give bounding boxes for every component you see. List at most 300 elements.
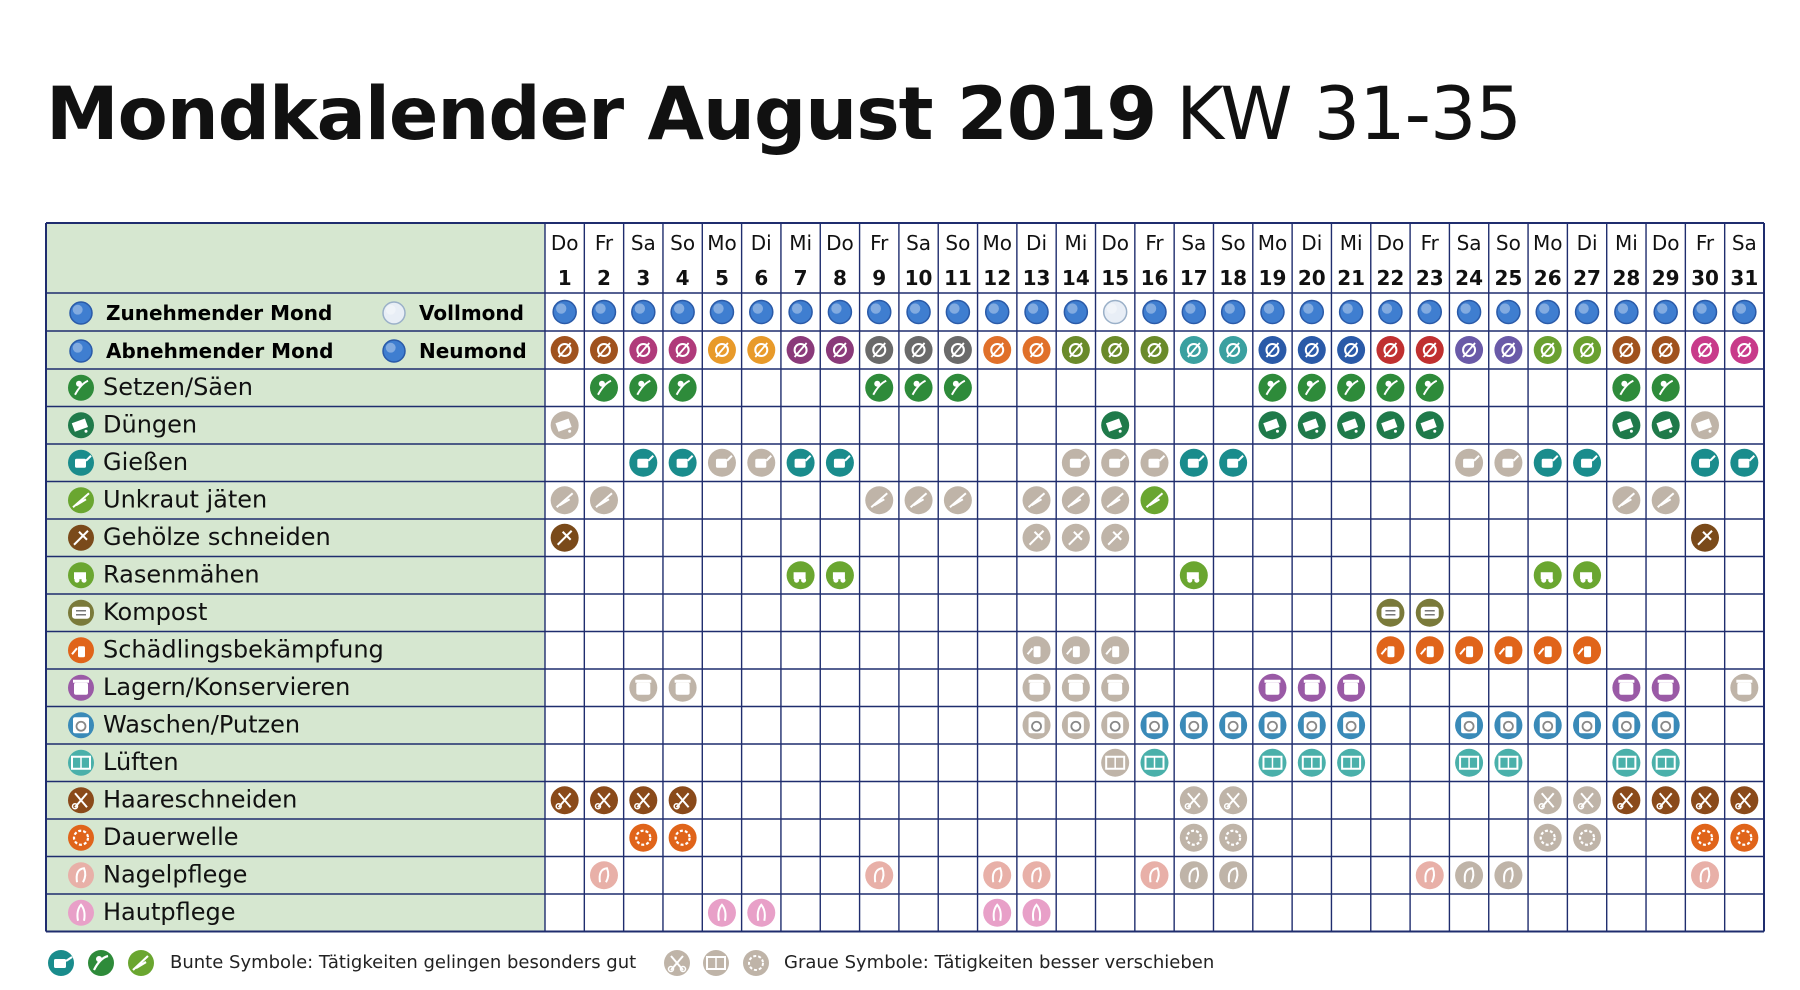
activity-label: Haareschneiden [103,785,298,814]
moon-label-new: Neumond [419,339,527,363]
good-sprout-icon [590,374,618,402]
activity-label: Rasenmähen [103,560,260,589]
grey-weeding-icon [1652,486,1680,514]
good-window-icon [1652,749,1680,777]
good-sprout-icon [1298,374,1326,402]
good-sprout-icon [1612,374,1640,402]
activity-label: Waschen/Putzen [103,710,301,739]
grey-watering-can-icon [1101,449,1129,477]
leo-icon [590,336,618,364]
grey-scissors-icon [1180,786,1208,814]
cancer-icon [1573,336,1601,364]
moon-phase-new-icon [1694,301,1717,324]
grey-pruning-shears-icon [1023,524,1051,552]
activity-label: Lüften [103,747,179,776]
good-fertilizer-icon [1416,411,1444,439]
day-number: 4 [675,266,690,290]
capricorn-icon [1062,336,1090,364]
good-spray-icon [1455,636,1483,664]
grey-curl-icon [1573,824,1601,852]
capricorn-icon [1101,336,1129,364]
weekday-label: Do [1651,231,1680,255]
grey-weeding-icon [1062,486,1090,514]
activity-row-lagern [68,673,1758,702]
moon-phase-waning-icon [1497,301,1520,324]
activity-label: Nagelpflege [103,860,248,889]
moon-phase-waxing-icon [750,301,773,324]
grey-weeding-icon [590,486,618,514]
good-fertilizer-icon [1612,411,1640,439]
grey-nail-icon [1180,861,1208,889]
grey-watering-can-icon [708,449,736,477]
moon-phase-waxing-icon [868,301,891,324]
moon-phase-waxing-icon [986,301,1009,324]
moon-phase-waxing-icon [1733,301,1756,324]
pruning-shears-icon [68,525,94,551]
moon-phase-waning-icon [1536,301,1559,324]
moon-phase-waning-icon [1261,301,1284,324]
grey-jar-icon [629,674,657,702]
moon-phase-waxing-icon [946,301,969,324]
moon-phase-waning-icon [1143,301,1166,324]
day-number: 19 [1258,266,1287,290]
good-spray-icon [1573,636,1601,664]
good-fertilizer-icon [1298,411,1326,439]
weekday-label: Sa [906,231,932,255]
grey-curl-icon [1219,824,1247,852]
good-weeding-icon [1141,486,1169,514]
good-nail-icon [1691,861,1719,889]
lawnmower-icon [68,562,94,588]
good-skin-icon [747,899,775,927]
sagittarius-icon [905,336,933,364]
good-skin-icon [708,899,736,927]
good-spray-icon [1494,636,1522,664]
moon-phase-waning-icon [1340,301,1363,324]
sagittarius-icon [944,336,972,364]
day-number: 17 [1179,266,1208,290]
activity-label: Hautpflege [103,897,236,926]
grey-washing-machine-icon [1101,711,1129,739]
good-nail-icon [865,861,893,889]
weekday-label: Fr [870,231,889,255]
activity-label: Gießen [103,447,189,476]
grey-jar-icon [1062,674,1090,702]
good-fertilizer-icon [1258,411,1286,439]
weekday-label: Di [1026,231,1048,255]
good-spray-icon [1416,636,1444,664]
good-watering-can-icon [1534,449,1562,477]
compost-icon [68,600,94,626]
good-pruning-shears-icon [551,524,579,552]
good-fertilizer-icon [1376,411,1404,439]
moon-phase-waxing-icon [671,301,694,324]
spray-icon [68,637,94,663]
good-nail-icon [590,861,618,889]
good-compost-icon [1416,599,1444,627]
moon-phase-waning-icon [1576,301,1599,324]
good-watering-can-icon [629,449,657,477]
capricorn-icon [983,336,1011,364]
day-number: 15 [1101,266,1130,290]
grey-window-icon [1101,749,1129,777]
weekday-label: Mo [1257,231,1288,255]
good-curl-icon [1691,824,1719,852]
grey-fertilizer-icon [551,411,579,439]
activity-row-haut [68,898,1051,927]
grey-weeding-icon [944,486,972,514]
good-washing-machine-icon [1494,711,1522,739]
good-washing-machine-icon [1455,711,1483,739]
day-number: 3 [636,266,651,290]
day-number: 5 [714,266,729,290]
good-washing-machine-icon [1612,711,1640,739]
good-lawnmower-icon [1573,561,1601,589]
moon-phase-waning-icon [1222,301,1245,324]
weeding-icon [68,487,94,513]
good-spray-icon [1376,636,1404,664]
good-sprout-icon [905,374,933,402]
weekday-label: Sa [1456,231,1482,255]
weekday-label: So [1220,231,1246,255]
good-spray-icon [1534,636,1562,664]
title-sub: KW 31-35 [1176,72,1521,157]
good-washing-machine-icon [1573,711,1601,739]
libra-icon [747,336,775,364]
weekday-label: So [670,231,696,255]
good-sprout-icon [629,374,657,402]
good-lawnmower-icon [1534,561,1562,589]
good-scissors-icon [590,786,618,814]
good-skin-icon [983,899,1011,927]
moon-phase-waxing-icon [828,301,851,324]
waxing-moon-icon [70,302,92,324]
day-number: 20 [1297,266,1326,290]
leo-icon [1652,336,1680,364]
aquarius-icon [1180,336,1208,364]
good-scissors-icon [1652,786,1680,814]
nail-icon [68,862,94,888]
day-number: 11 [943,266,972,290]
grey-weeding-icon [905,486,933,514]
moon-phase-waxing-icon [907,301,930,324]
day-number: 22 [1376,266,1405,290]
good-lawnmower-icon [1180,561,1208,589]
good-watering-can-icon [1180,449,1208,477]
leo-icon [551,336,579,364]
weekday-label: Sa [1181,231,1207,255]
window-icon [68,750,94,776]
good-curl-icon [629,824,657,852]
good-watering-can-icon [826,449,854,477]
moon-phase-waning-icon [1300,301,1323,324]
good-sprout-icon [1376,374,1404,402]
day-number: 31 [1730,266,1759,290]
activity-label: Unkraut jäten [103,485,268,514]
moon-phase-waxing-icon [1025,301,1048,324]
weekday-label: Di [750,231,772,255]
weekday-label: Do [1101,231,1129,255]
weekday-label: Mi [1064,231,1088,255]
good-sprout-icon [1258,374,1286,402]
moon-phase-waning-icon [1379,301,1402,324]
good-watering-can-icon [1219,449,1247,477]
good-washing-machine-icon [1219,711,1247,739]
day-number: 24 [1455,266,1484,290]
weekday-label: Fr [1695,231,1715,255]
day-number: 16 [1140,266,1169,290]
weekday-label: Mi [789,231,813,255]
good-window-icon [1337,749,1365,777]
good-window-icon [1298,749,1326,777]
day-number: 27 [1573,266,1601,290]
good-jar-icon [1337,674,1365,702]
activity-label: Dauerwelle [103,822,239,851]
moon-phase-waxing-icon [553,301,576,324]
grey-watering-can-icon [1141,449,1169,477]
grey-curl-icon [1534,824,1562,852]
skin-icon [68,900,94,926]
cancer-icon [1534,336,1562,364]
good-washing-machine-icon [1534,711,1562,739]
good-window-icon [1494,749,1522,777]
grey-pruning-shears-icon [1062,524,1090,552]
grey-nail-icon [1219,861,1247,889]
good-scissors-icon [1612,786,1640,814]
good-window-icon [1141,749,1169,777]
moon-phase-waning-icon [1615,301,1638,324]
good-sprout-icon [865,374,893,402]
day-number: 1 [557,266,572,290]
good-window-icon [1258,749,1286,777]
grey-washing-machine-icon [1062,711,1090,739]
day-number: 12 [983,266,1012,290]
good-nail-icon [1416,861,1444,889]
day-number: 23 [1415,266,1444,290]
activity-label: Düngen [103,410,198,439]
virgo-icon [1691,336,1719,364]
good-watering-can-icon [1730,449,1758,477]
good-nail-icon [1023,861,1051,889]
moon-phase-waxing-icon [632,301,655,324]
good-lawnmower-icon [787,561,815,589]
grey-watering-can-icon [747,449,775,477]
weekday-label: Di [1576,231,1598,255]
capricorn-icon [1023,336,1051,364]
good-compost-icon [1376,599,1404,627]
good-scissors-icon [669,786,697,814]
good-fertilizer-icon [1337,411,1365,439]
capricorn-icon [1141,336,1169,364]
grey-scissors-icon [1219,786,1247,814]
good-sprout-icon [944,374,972,402]
day-number: 26 [1533,266,1562,290]
day-number: 29 [1651,266,1680,290]
good-washing-machine-icon [1180,711,1208,739]
good-jar-icon [1258,674,1286,702]
good-scissors-icon [629,786,657,814]
weekday-label: Fr [594,231,614,255]
good-nail-icon [1141,861,1169,889]
washing-machine-icon [68,712,94,738]
grey-watering-can-icon [1062,449,1090,477]
libra-icon [708,336,736,364]
good-washing-machine-icon [1652,711,1680,739]
taurus-icon [1416,336,1444,364]
day-number: 2 [597,266,611,290]
good-lawnmower-icon [826,561,854,589]
waning-moon-icon [70,340,92,362]
activity-row-gehoelze [68,523,1719,552]
grey-curl-icon [1180,824,1208,852]
good-curl-icon [1730,824,1758,852]
moon-label-waxing: Zunehmender Mond [106,301,333,325]
weekday-label: Mo [982,231,1012,255]
full-moon-icon [383,302,405,324]
good-watering-can-icon [669,449,697,477]
grey-spray-icon [1101,636,1129,664]
day-number: 10 [904,266,933,290]
weekday-label: Do [550,231,579,255]
virgo-icon [669,336,697,364]
day-number: 9 [872,266,887,290]
grey-weeding-icon [551,486,579,514]
grey-nail-icon [1455,861,1483,889]
good-sprout-icon [1337,374,1365,402]
day-number: 28 [1612,266,1641,290]
weekday-label: Mi [1339,231,1363,255]
moon-label-waning: Abnehmender Mond [106,339,334,363]
good-sprout-icon [1416,374,1444,402]
day-number: 7 [793,266,808,290]
aries-icon [1337,336,1365,364]
moon-phase-waning-icon [1458,301,1481,324]
good-skin-icon [1023,899,1051,927]
weekday-label: Do [826,231,854,255]
weekday-label: Sa [630,231,656,255]
grey-weeding-icon [1023,486,1051,514]
good-washing-machine-icon [1298,711,1326,739]
grey-jar-icon [669,674,697,702]
good-sprout-icon [669,374,697,402]
legend-good-text: Bunte Symbole: Tätigkeiten gelingen besonders gut [170,952,637,973]
legend-grey-text: Graue Symbole: Tätigkeiten besser verschieben [784,952,1215,973]
good-nail-icon [983,861,1011,889]
gemini-icon [1455,336,1483,364]
grey-pruning-shears-icon [1101,524,1129,552]
day-number: 14 [1061,266,1090,290]
good-window-icon [1455,749,1483,777]
grey-weeding-icon [1101,486,1129,514]
grey-scissors-icon [1573,786,1601,814]
weekday-label: Mi [1614,231,1638,255]
fertilizer-icon [68,412,94,438]
weekday-label: So [1495,231,1521,255]
grey-fertilizer-icon [1691,411,1719,439]
good-jar-icon [1298,674,1326,702]
grey-jar-icon [1730,674,1758,702]
aries-icon [1298,336,1326,364]
good-sprout-icon [1652,374,1680,402]
grey-weeding-icon [1612,486,1640,514]
grey-jar-icon [1023,674,1051,702]
jar-icon [68,675,94,701]
virgo-icon [1730,336,1758,364]
activity-label: Lagern/Konservieren [103,672,351,701]
weekday-label: Mo [1532,231,1563,255]
scorpio-icon [826,336,854,364]
weekday-label: Fr [1145,231,1164,255]
taurus-icon [1376,336,1404,364]
good-jar-icon [1612,674,1640,702]
curl-icon [68,825,94,851]
scissors-icon [68,787,94,813]
moon-phase-waning-icon [1182,301,1205,324]
good-watering-can-icon [1691,449,1719,477]
good-window-icon [1612,749,1640,777]
day-number: 6 [754,266,769,290]
moon-phase-waxing-icon [710,301,733,324]
day-number: 8 [832,266,847,290]
grey-watering-can-icon [1494,449,1522,477]
day-number: 18 [1219,266,1248,290]
moon-phase-waning-icon [1418,301,1441,324]
aries-icon [1258,336,1286,364]
weekday-label: Do [1376,231,1405,255]
moon-phase-waxing-icon [1064,301,1087,324]
moon-phase-waxing-icon [592,301,615,324]
good-fertilizer-icon [1101,411,1129,439]
good-scissors-icon [1691,786,1719,814]
activity-label: Kompost [103,597,208,626]
good-pruning-shears-icon [1691,524,1719,552]
new-moon-icon [383,340,405,362]
day-number: 21 [1337,266,1366,290]
weekday-label: Sa [1731,231,1757,255]
day-number: 13 [1022,266,1051,290]
good-scissors-icon [551,786,579,814]
grey-weeding-icon [865,486,893,514]
weekday-label: Mo [707,231,737,255]
activity-label: Setzen/Säen [103,372,253,401]
moon-phase-full-icon [1104,301,1127,324]
leo-icon [1612,336,1640,364]
scorpio-icon [787,336,815,364]
activity-label: Gehölze schneiden [103,522,331,551]
weekday-label: Fr [1420,231,1439,255]
weekday-label: Di [1301,231,1323,255]
good-watering-can-icon [787,449,815,477]
good-curl-icon [669,824,697,852]
good-washing-machine-icon [1141,711,1169,739]
weekday-label: So [945,231,971,255]
moon-phase-waning-icon [1654,301,1677,324]
grey-jar-icon [1101,674,1129,702]
good-washing-machine-icon [1337,711,1365,739]
aquarius-icon [1219,336,1247,364]
sprout-icon [68,375,94,401]
grey-spray-icon [1023,636,1051,664]
good-jar-icon [1652,674,1680,702]
good-watering-can-icon [1573,449,1601,477]
watering-can-icon [68,450,94,476]
moon-phase-waxing-icon [789,301,812,324]
virgo-icon [629,336,657,364]
grey-spray-icon [1062,636,1090,664]
good-washing-machine-icon [1258,711,1286,739]
good-scissors-icon [1730,786,1758,814]
grey-nail-icon [1494,861,1522,889]
